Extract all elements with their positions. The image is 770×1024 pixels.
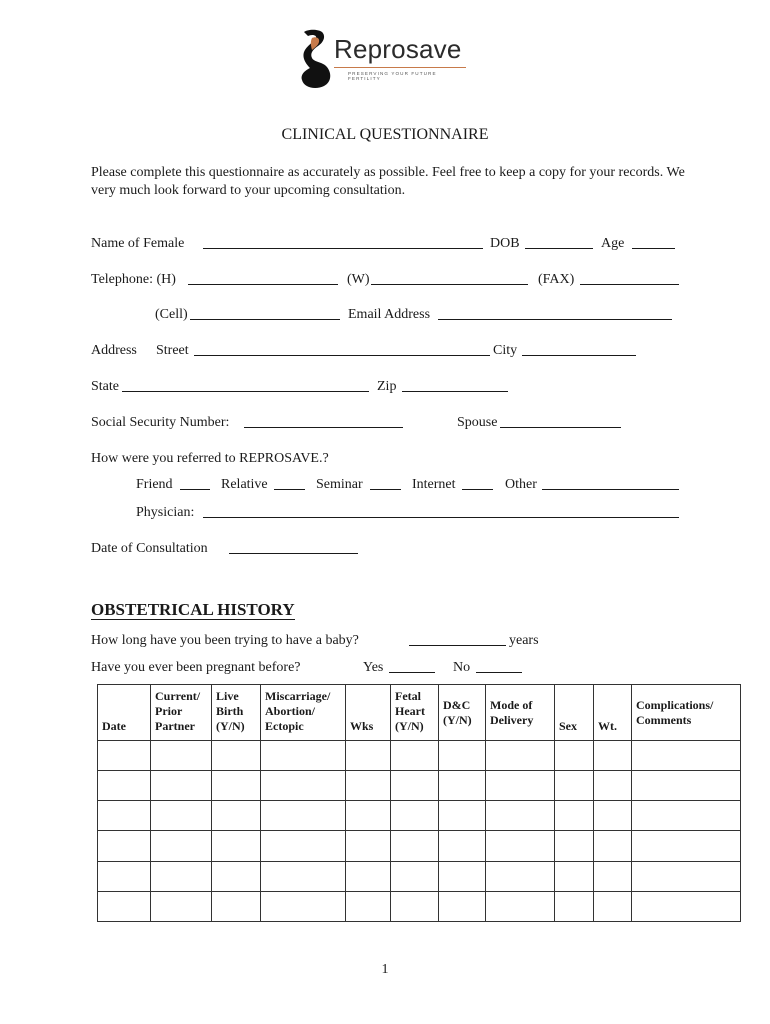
state-label: State [91,379,119,394]
name-of-female-label: Name of Female [91,236,185,251]
referral-seminar-label: Seminar [316,477,363,492]
cell-field[interactable] [190,307,340,320]
name-row [91,236,184,252]
pregnant-question: Have you ever been pregnant before? [91,660,301,675]
spouse-label: Spouse [457,415,498,430]
name-field[interactable] [203,236,483,249]
referral-other-label: Other [505,477,537,492]
obstetrical-history-heading: OBSTETRICAL HISTORY [91,600,295,619]
referral-relative-field[interactable] [274,477,305,490]
dob-label: DOB [490,236,520,251]
logo-tagline: PRESERVING YOUR FUTURE FERTILITY [348,71,437,81]
pregnant-yes-label: Yes [363,660,384,675]
page-number: 1 [381,962,389,977]
city-field[interactable] [522,343,636,356]
pregnant-no-label: No [453,660,471,675]
col-wks: Wks [346,685,391,741]
col-miscarriage: Miscarriage/ Abortion/ Ectopic [261,685,346,741]
cell-label: (Cell) [155,307,188,322]
col-sex: Sex [555,685,594,741]
reprosave-logo [298,28,470,90]
col-fetal-heart: Fetal Heart (Y/N) [391,685,439,741]
table-row [98,861,741,891]
obstetrical-history-table [97,684,741,922]
age-label: Age [601,236,625,251]
referral-relative-label: Relative [221,477,268,492]
city-label: City [493,343,518,358]
table-row [98,831,741,861]
date-of-consultation-field[interactable] [229,541,358,554]
state-field[interactable] [122,379,369,392]
physician-field[interactable] [203,505,679,518]
page-title: CLINICAL QUESTIONNAIRE [281,126,489,143]
referral-question: How were you referred to REPROSAVE.? [91,451,329,466]
email-field[interactable] [438,307,672,320]
pregnant-yes-field[interactable] [389,660,435,673]
telephone-work-field[interactable] [371,272,528,285]
logo-divider [334,67,466,68]
referral-internet-field[interactable] [462,477,493,490]
logo-wordmark: Reprosave [334,34,462,64]
ssn-label: Social Security Number: [91,415,230,430]
zip-label: Zip [377,379,397,394]
telephone-home-label: Telephone: (H) [91,272,176,287]
trying-question: How long have you been trying to have a baby? [91,633,359,648]
telephone-work-label: (W) [347,272,370,287]
table-row [98,801,741,831]
fax-label: (FAX) [538,272,575,287]
physician-label: Physician: [136,505,195,520]
spouse-field[interactable] [500,415,621,428]
table-header-row [98,685,741,741]
trying-years-field[interactable] [409,633,506,646]
street-field[interactable] [194,343,490,356]
table-row [98,771,741,801]
referral-friend-label: Friend [136,477,173,492]
col-complications: Complications/ Comments [632,685,741,741]
zip-field[interactable] [402,379,508,392]
ssn-field[interactable] [244,415,403,428]
years-label: years [509,633,539,648]
table-row [98,891,741,921]
telephone-home-field[interactable] [188,272,338,285]
email-label: Email Address [348,307,431,322]
col-wt: Wt. [594,685,632,741]
street-label: Street [156,343,189,358]
referral-friend-field[interactable] [180,477,210,490]
col-dc: D&C (Y/N) [439,685,486,741]
col-live-birth: Live Birth (Y/N) [212,685,261,741]
referral-other-field[interactable] [542,477,679,490]
logo-mark-icon [298,28,338,90]
date-of-consultation-label: Date of Consultation [91,541,208,556]
intro-text: Please complete this questionnaire as accurately as possible. Feel free to keep a copy for your records. We very much look forward to your upcoming consultation. [91,165,685,198]
col-date: Date [98,685,151,741]
referral-internet-label: Internet [412,477,456,492]
col-mode-delivery: Mode of Delivery [486,685,555,741]
dob-field[interactable] [525,236,593,249]
table-row [98,741,741,771]
fax-field[interactable] [580,272,679,285]
address-label: Address [91,343,137,358]
age-field[interactable] [632,236,675,249]
col-partner: Current/ Prior Partner [151,685,212,741]
pregnant-no-field[interactable] [476,660,522,673]
referral-seminar-field[interactable] [370,477,401,490]
